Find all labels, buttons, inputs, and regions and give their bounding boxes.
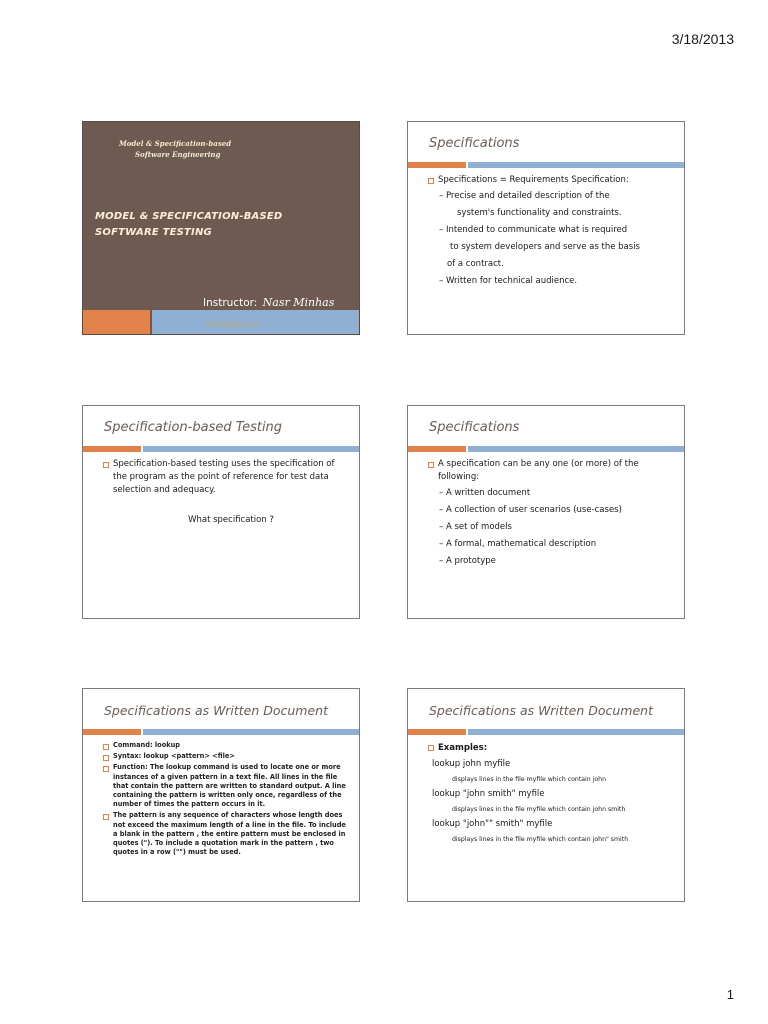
slide-heading: Specifications (429, 420, 520, 435)
slide-written-document (82, 688, 360, 902)
sub-item: – A formal, mathematical description (439, 539, 597, 549)
sub-item-continued: system's functionality and constraints. (457, 208, 622, 218)
page-date: 3/18/2013 (671, 31, 734, 47)
title-band (408, 729, 684, 735)
example-description: displays lines in the file myfile which contain john" smith (452, 836, 629, 843)
slide-body (428, 458, 674, 570)
examples-heading: Examples: (428, 741, 674, 755)
bullet-item: Specification-based testing uses the specification of the program as the point of reference for test data selection and adequacy. (103, 458, 349, 497)
sub-item: – A set of models (439, 522, 512, 532)
bullet-item: The pattern is any sequence of characters whose length does not exceed the maximum length of a line in the file. To include a blank in the pattern , the entire pattern must be enclosed in quotes ("). To include a quotation mark in the pattern , two quotes in a row ("") must be used. (103, 811, 349, 857)
slide-body (103, 741, 349, 859)
instructor-label: Instructor: (203, 297, 258, 309)
course-line-2: Software Engineering (135, 150, 221, 159)
example-description: displays lines in the file myfile which contain john (452, 776, 606, 783)
title-band (408, 162, 684, 168)
slide-body (103, 458, 349, 525)
bullet-item: A specification can be any one (or more) of the following: (428, 458, 674, 484)
accent-bar-orange (83, 310, 150, 334)
course-name (119, 138, 231, 160)
sub-item: – Precise and detailed description of the (439, 191, 610, 201)
slide-written-document-examples (407, 688, 685, 902)
bullet-item: Specifications = Requirements Specification: (428, 174, 674, 187)
sub-item: – Intended to communicate what is required (439, 225, 628, 235)
sub-item-continued: to system developers and serve as the basis (450, 242, 640, 252)
slide-body (428, 174, 674, 290)
example-command: lookup "john"" smith" myfile (432, 819, 553, 829)
slide-body (428, 741, 674, 847)
course-line-1: Model & Specification-based (119, 139, 232, 148)
slide-specifications (407, 121, 685, 335)
title-band (83, 729, 359, 735)
page-number: 1 (726, 987, 734, 1002)
slide-specifications-types (407, 405, 685, 619)
instructor-email: nminhas@uwo.ca (205, 321, 258, 328)
sub-item: – A written document (439, 488, 531, 498)
sub-item: – A prototype (439, 556, 496, 566)
slide-title-card (82, 121, 360, 335)
sub-item-continued: of a contract. (447, 259, 504, 269)
bullet-item: Function: The lookup command is used to locate one or more instances of a given pattern in a text file. All lines in the file that contain the pattern are written to standard output. A line containing the pattern is written only once, regardless of the number of times the pattern occurs in it. (103, 763, 349, 809)
title-band (83, 446, 359, 452)
slide-heading: Specifications as Written Document (104, 703, 328, 718)
sub-item: – Written for technical audience. (439, 276, 578, 286)
instructor-line (203, 296, 334, 309)
slide-heading: Specifications as Written Document (429, 703, 653, 718)
slide-heading: Specifications (429, 136, 520, 151)
title-band (408, 446, 684, 452)
slide-heading: Specification-based Testing (104, 420, 283, 435)
sub-item: – A collection of user scenarios (use-cases) (439, 505, 622, 515)
question-text: What specification ? (188, 515, 274, 525)
slide-specification-based-testing (82, 405, 360, 619)
example-description: displays lines in the file myfile which contain john smith (452, 806, 626, 813)
presentation-title: MODEL & SPECIFICATION-BASED SOFTWARE TESTING (95, 211, 283, 238)
instructor-name: Nasr Minhas (262, 296, 335, 309)
bullet-item: Syntax: lookup <pattern> <file> (103, 752, 349, 761)
example-command: lookup john myfile (432, 759, 511, 769)
bullet-item: Command: lookup (103, 741, 349, 750)
example-command: lookup "john smith" myfile (432, 789, 545, 799)
